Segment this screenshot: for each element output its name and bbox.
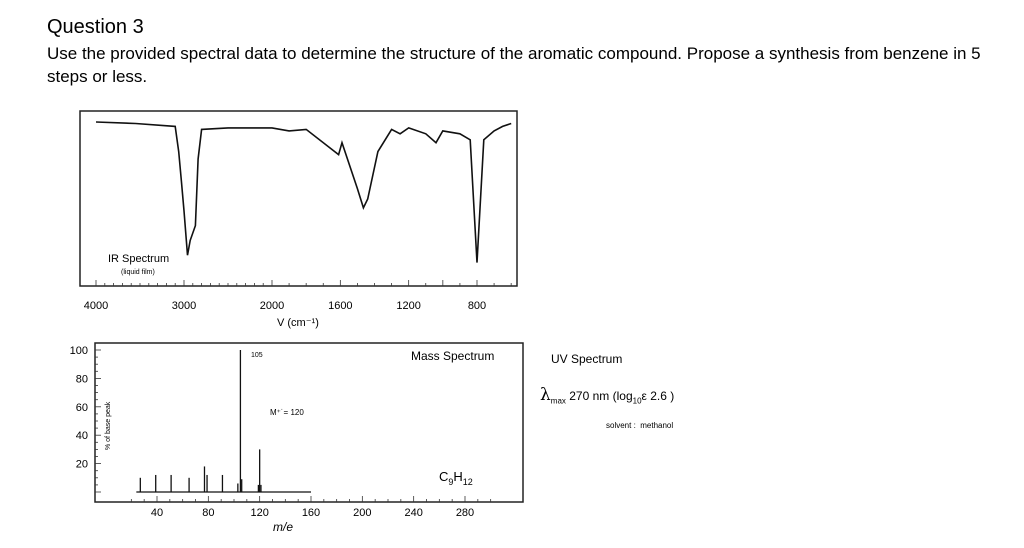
ms-base-peak-label: 105 — [251, 352, 263, 359]
uv-log-sub: 10 — [632, 396, 642, 406]
ms-x-tick-label: 40 — [150, 507, 164, 519]
uv-solvent — [606, 421, 673, 430]
uv-log-value: ε 2.6 ) — [641, 389, 675, 403]
ms-label: Mass Spectrum — [411, 349, 495, 363]
ms-peaks — [140, 350, 261, 492]
ms-x-tick-label: 280 — [455, 507, 475, 519]
lambda-sub: max — [550, 396, 566, 406]
ms-x-tick-label: 120 — [250, 507, 269, 519]
ms-y-tick-label: 80 — [75, 373, 88, 386]
question-title: Question 3 — [47, 16, 144, 38]
uv-solvent-value: methanol — [640, 421, 674, 430]
ms-molecular-ion-label: M⁺˙= 120 — [270, 408, 304, 417]
ir-label: IR Spectrum — [108, 253, 170, 265]
ms-y-tick-label: 60 — [75, 401, 88, 414]
ir-tick-label: 3000 — [171, 300, 197, 312]
uv-lambda-value: 270 nm — [569, 389, 610, 403]
ir-axis-label: V (cm⁻¹) — [277, 317, 319, 329]
ir-tick-label: 1200 — [396, 300, 421, 312]
ms-x-tick-label: 160 — [301, 507, 321, 519]
lambda-symbol: λ — [540, 385, 551, 405]
question-text: Use the provided spectral data to determine the structure of the aromatic compound. Propose a synthesis from benzene in 5 steps or less. — [47, 44, 981, 86]
ms-formula: $C_9H_{12}$ — [439, 469, 473, 487]
ms-x-tick-label: 80 — [202, 507, 215, 519]
ms-y-tick-marks — [95, 350, 101, 492]
ms-x-tick-marks — [131, 496, 490, 502]
ms-x-tick-label: 240 — [404, 507, 423, 519]
uv-solvent-label: solvent : — [606, 421, 636, 430]
uv-log-prefix: (log — [612, 389, 633, 403]
ms-x-tick-label: 200 — [353, 507, 372, 519]
ir-sublabel: (liquid film) — [121, 269, 155, 276]
ir-tick-label: 4000 — [83, 300, 109, 312]
ir-tick-label: 2000 — [259, 300, 285, 312]
ir-tick-label: 1600 — [328, 300, 353, 312]
uv-title: UV Spectrum — [551, 352, 623, 366]
ms-y-tick-label: 100 — [69, 345, 88, 357]
ms-y-tick-label: 40 — [75, 430, 88, 443]
ms-xlabel: m/e — [273, 520, 294, 534]
ms-ylabel: % of base peak — [105, 401, 112, 450]
uv-lambda-max — [540, 385, 674, 405]
ir-tick-label: 800 — [467, 300, 487, 312]
ms-y-tick-label: 20 — [75, 458, 88, 471]
